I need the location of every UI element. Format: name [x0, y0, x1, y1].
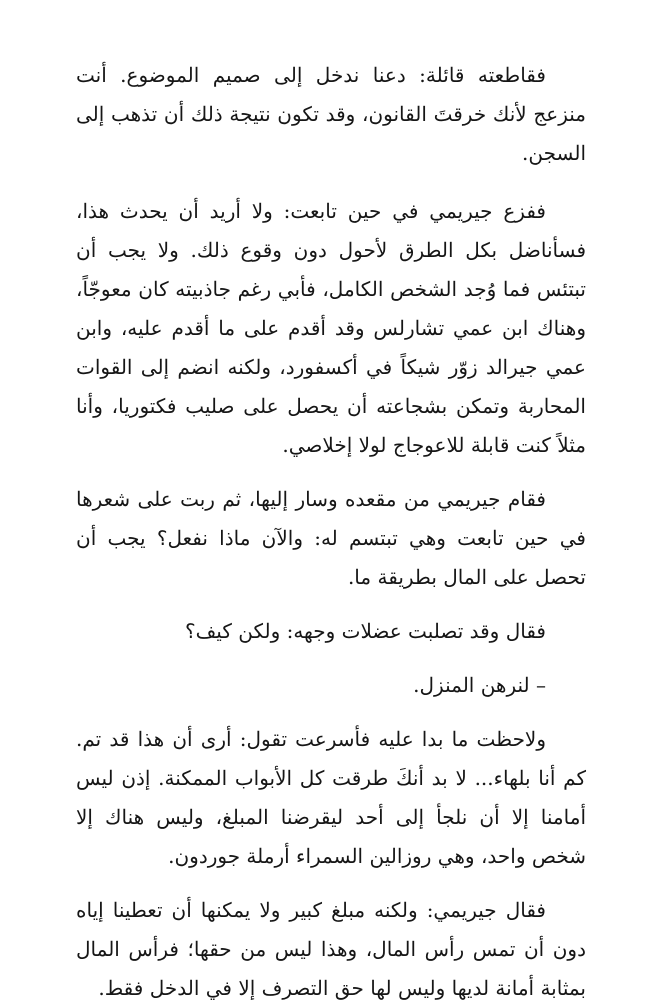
paragraph-mortgage: – لنرهن المنزل. — [413, 673, 546, 697]
paragraph-rosaleen: ولاحظت ما بدا عليه فأسرعت تقول: أرى أن هذا قد تم. كم أنا بلهاء... لا بد أنكَ طرقت كل الأبواب الممكنة. إذن ليس أمامنا إلا أن نلجأ إلى أحد ليقرضنا المبلغ، وليس هناك إلا شخص واحد، وهي روزالين السمراء أرملة جوردون. — [76, 727, 586, 868]
paragraph-how-question: فقال وقد تصلبت عضلات وجهه: ولكن كيف؟ — [184, 619, 546, 643]
paragraph-jeremy-fear: ففزع جيريمي في حين تابعت: ولا أريد أن يحدث هذا، فسأناضل بكل الطرق لأحول دون وقوع ذلك. ولا يجب أن تبتئس فما وُجد الشخص الكامل، فأبي رغم جاذبيته كان معوجّاً، وهناك ابن عمي تشارلس وقد أقدم على ما أقدم عليه، وابن عمي جيرالد زوّر شيكاً في أكسفورد، ولكنه انضم إلى القوات المحاربة وتمكن بشجاعته أن يحصل على صليب فكتوريا، وأنا مثلاً كنت قابلة للاعوجاج لولا إخلاصي. — [76, 199, 586, 457]
paragraph-interruption: فقاطعته قائلة: دعنا ندخل إلى صميم الموضوع. أنت منزعج لأنك خرقتَ القانون، وقد تكون نتيجة ذلك أن تذهب إلى السجن. — [76, 63, 586, 165]
paragraph-jeremy-rises: فقام جيريمي من مقعده وسار إليها، ثم ربت على شعرها في حين تابعت وهي تبتسم له: والآن ماذا نفعل؟ يجب أن تحصل على المال بطريقة ما. — [76, 487, 586, 589]
paragraph-capital: فقال جيريمي: ولكنه مبلغ كبير ولا يمكنها أن تعطينا إياه دون أن تمس رأس المال، وهذا ليس من حقها؛ فرأس المال بمثابة أمانة لديها وليس لها حق التصرف إلا في الدخل فقط. — [76, 898, 586, 1000]
book-page — [76, 56, 586, 1008]
